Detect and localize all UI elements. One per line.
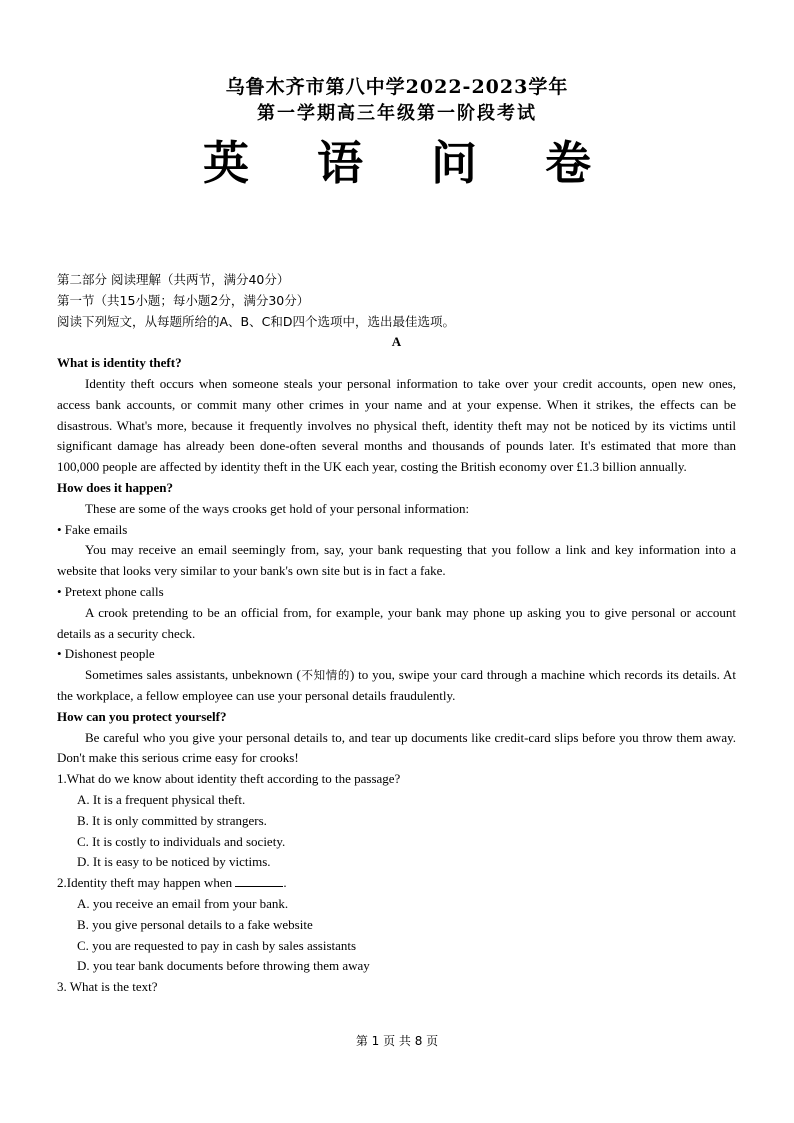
question-1: 1.What do we know about identity theft according to the passage? [57,771,401,787]
option-1a: A. It is a frequent physical theft. [77,791,246,807]
school-title: 乌鲁木齐市第八中学2022-2023学年 [225,76,569,98]
paper-title: 英 语 问 卷 [202,136,618,190]
question-2 [57,873,736,894]
exam-title: 第一学期高三年级第一阶段考试 [257,103,537,124]
passage-paragraph-3: You may receive an email seemingly from, say, your bank requesting that you follow a link and key information into a website that looks very similar to your bank's own site but is in fact a fake. [57,542,736,579]
question-3: 3. What is the text? [57,979,158,995]
subsection-heading: 第一节（共15小题；每小题2分，满分30分） [57,292,310,308]
passage-paragraph-4: A crook pretending to be an official from, for example, your bank may phone up asking you to give personal or account details as a security check. [57,604,736,641]
part-heading: 第二部分 阅读理解（共两节，满分40分） [57,272,290,287]
passage-heading-1: What is identity theft? [57,355,182,371]
passage-paragraph-1: Identity theft occurs when someone steals your personal information to take over your credit accounts, open new ones, access bank accounts, or commit many other crimes in your name and at your expense. When it strikes, the effects can be disastrous. What's more, because it frequently involves no physical theft, identity theft may not be noticed by its victims until significant damage has already been done-often several months and thousands of pounds later. It's estimated that more than 100,000 people are affected by identity theft in the UK each year, costing the British economy over £1.3 billion annually. [57,375,736,475]
passage-label: A [391,334,402,350]
passage-paragraph-5 [57,665,736,707]
question-2-end: . [283,875,287,891]
option-2c: C. you are requested to pay in cash by sales assistants [77,937,357,953]
bullet-fake-emails: • Fake emails [57,521,128,537]
exam-body [57,270,736,998]
passage-paragraph-6: Be careful who you give your personal details to, and tear up documents like credit-card slips before you throw them away. Don't make this serious crime easy for crooks! [57,729,736,766]
option-2d: D. you tear bank documents before throwing them away [77,958,370,974]
paragraph-5-end: ) to you, swipe your card through a machine which records its details. At the workplace, a fellow employee can use your personal details fraudulently. [57,667,736,703]
instruction: 阅读下列短文，从每题所给的A、B、C和D四个选项中，选出最佳选项。 [57,313,455,329]
passage-heading-3: How can you protect yourself? [57,708,227,724]
paragraph-5-start: Sometimes sales assistants, unbeknown ( [85,667,301,683]
gloss-chinese: 不知情的 [300,668,350,683]
passage-heading-2: How does it happen? [57,479,173,495]
option-2b: B. you give personal details to a fake website [77,916,313,932]
page-footer: 第 1 页 共 8 页 [355,1034,439,1048]
option-1b: B. It is only committed by strangers. [77,812,267,828]
bullet-dishonest-people: • Dishonest people [57,646,155,662]
bullet-pretext-calls: • Pretext phone calls [57,583,164,599]
option-1c: C. It is costly to individuals and society. [77,833,286,849]
answer-blank [235,874,283,887]
passage-paragraph-2: These are some of the ways crooks get hold of your personal information: [85,500,470,516]
option-1d: D. It is easy to be noticed by victims. [77,854,271,870]
option-2a: A. you receive an email from your bank. [77,895,289,911]
question-2-stem: 2.Identity theft may happen when [57,875,233,891]
